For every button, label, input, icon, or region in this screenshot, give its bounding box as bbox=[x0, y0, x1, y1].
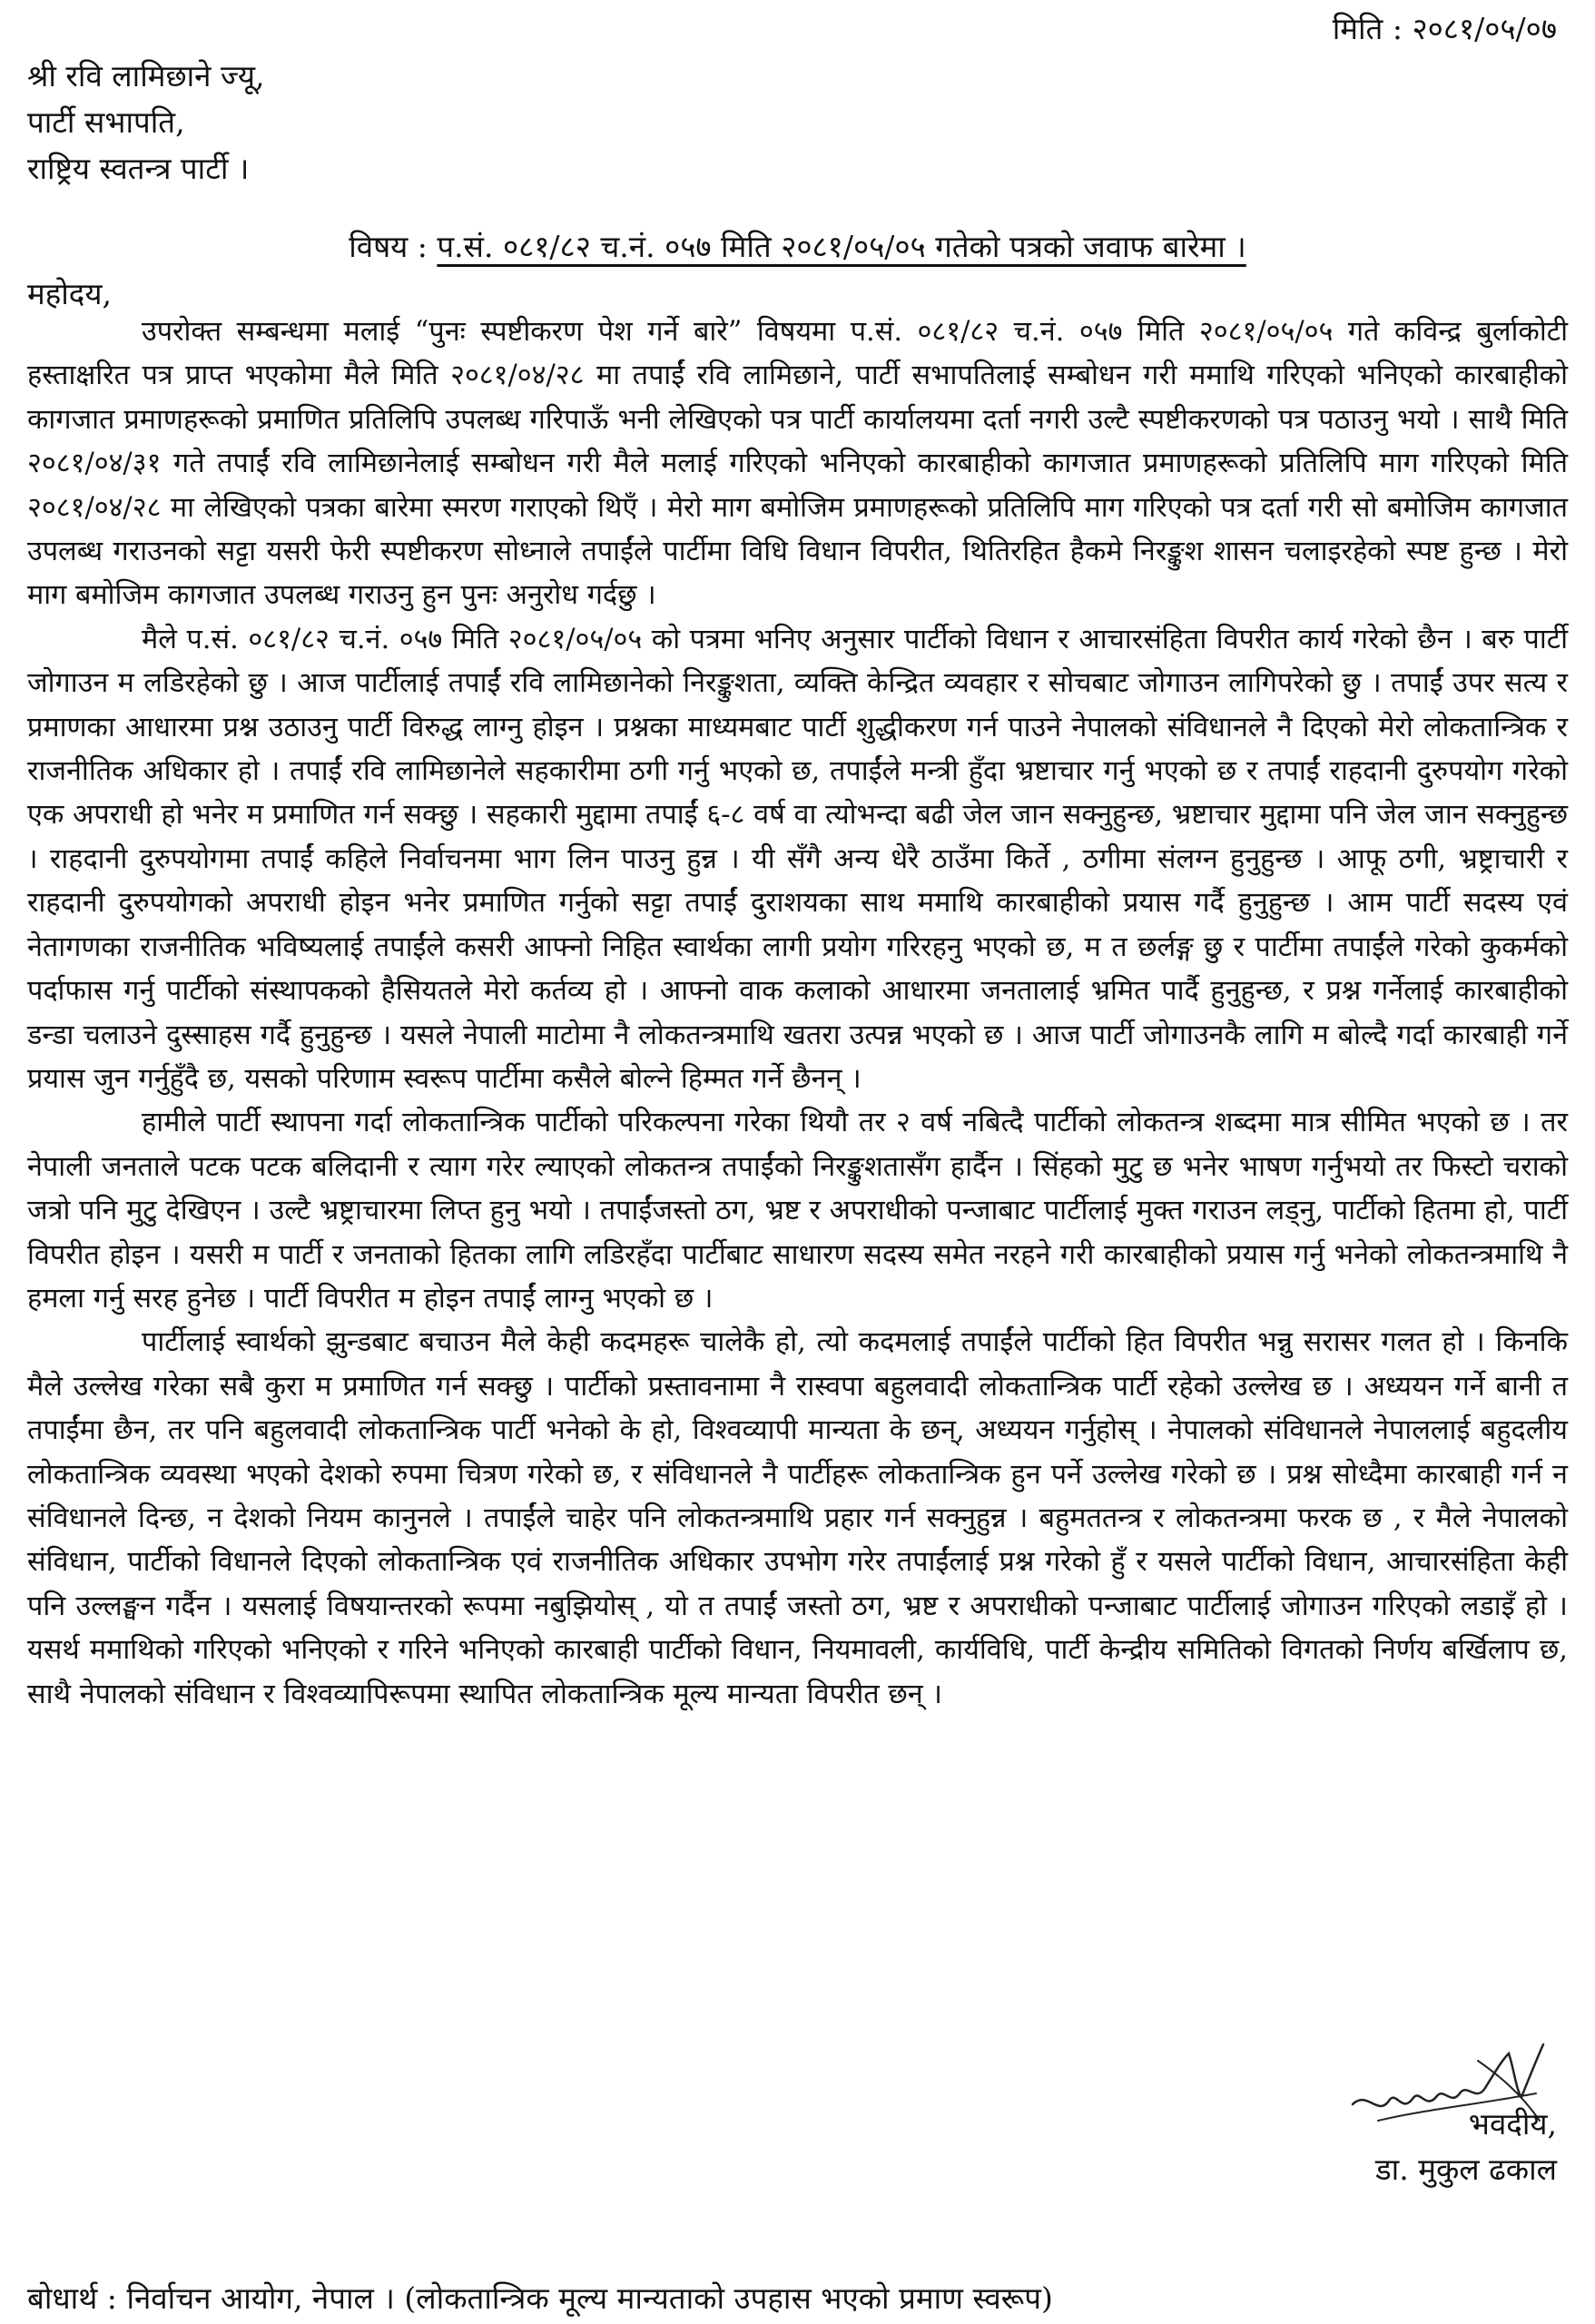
subject-label: विषय : bbox=[349, 229, 428, 264]
addressee-name: श्री रवि लामिछाने ज्यू, bbox=[27, 58, 265, 94]
letter-body bbox=[27, 310, 1568, 1717]
cc-text: निर्वाचन आयोग, नेपाल । (लोकतान्त्रिक मूल्य मान्यताको उपहास भएको प्रमाण स्वरूप) bbox=[126, 2280, 1053, 2316]
subject-text: प.सं. ०८१/८२ च.नं. ०५७ मिति २०८१/०५/०५ गतेको पत्रको जवाफ बारेमा । bbox=[437, 229, 1246, 264]
subject-line bbox=[0, 225, 1595, 266]
cc-line bbox=[27, 2277, 1053, 2318]
body-paragraph-2: मैले प.सं. ०८१/८२ च.नं. ०५७ मिति २०८१/०५/०५ को पत्रमा भनिए अनुसार पार्टीको विधान र आचारसंहिता विपरीत कार्य गरेको छैन । बरु पार्टी जोगाउन म लडिरहेको छु । आज पार्टीलाई तपाईं रवि लामिछानेको निरङ्कुशता, व्यक्ति केन्द्रित व्यवहार र सोचबाट जोगाउन लागिपरेको छु । तपाईं उपर सत्य र प्रमाणका आधारमा प्रश्न उठाउनु पार्टी विरुद्ध लाग्नु होइन । प्रश्नका माध्यमबाट पार्टी शुद्धीकरण गर्न पाउने नेपालको संविधानले नै दिएको मेरो लोकतान्त्रिक र राजनीतिक अधिकार हो । तपाईं रवि लामिछानेले सहकारीमा ठगी गर्नु भएको छ, तपाईंले मन्त्री हुँदा भ्रष्टाचार गर्नु भएको छ र तपाईं राहदानी दुरुपयोग गरेको एक अपराधी हो भनेर म प्रमाणित गर्न सक्छु । सहकारी मुद्दामा तपाईं ६-८ वर्ष वा त्योभन्दा बढी जेल जान सक्नुहुन्छ, भ्रष्टाचार मुद्दामा पनि जेल जान सक्नुहुन्छ । राहदानी दुरुपयोगमा तपाईं कहिले निर्वाचनमा भाग लिन पाउनु हुन्न । यी सँगै अन्य धेरै ठाउँमा किर्ते , ठगीमा संलग्न हुनुहुन्छ । आफू ठगी, भ्रष्ट्राचारी र राहदानी दुरुपयोगको अपराधी होइन भनेर प्रमाणित गर्नुको सट्टा तपाईं दुराशयका साथ ममाथि कारबाहीको प्रयास गर्दै हुनुहुन्छ । आम पार्टी सदस्य एवं नेतागणका राजनीतिक भविष्यलाई तपाईंले कसरी आफ्नो निहित स्वार्थका लागी प्रयोग गरिरहनु भएको छ, म त छर्लङ्ग छु र पार्टीमा तपाईंले गरेको कुकर्मको पर्दाफास गर्नु पार्टीको संस्थापकको हैसियतले मेरो कर्तव्य हो । आफ्नो वाक कलाको आधारमा जनतालाई भ्रमित पार्दै हुनुहुन्छ, र प्रश्न गर्नेलाई कारबाहीको डन्डा चलाउने दुस्साहस गर्दै हुनुहुन्छ । यसले नेपाली माटोमा नै लोकतन्त्रमाथि खतरा उत्पन्न भएको छ । आज पार्टी जोगाउनकै लागि म बोल्दै गर्दा कारबाही गर्ने प्रयास जुन गर्नुहुँदै छ, यसको परिणाम स्वरूप पार्टीमा कसैले बोल्ने हिम्मत गर्ने छैनन् । bbox=[27, 623, 1568, 1095]
sender-name: डा. मुकुल ढकाल bbox=[1375, 2152, 1557, 2187]
sign-off-block bbox=[1375, 2102, 1557, 2192]
letter-date: मिति : २०८१/०५/०७ bbox=[1332, 11, 1557, 46]
cc-label: बोधार्थ : bbox=[27, 2280, 117, 2316]
addressee-organization: राष्ट्रिय स्वतन्त्र पार्टी । bbox=[27, 151, 250, 186]
closing: भवदीय, bbox=[1468, 2106, 1557, 2142]
salutation: महोदय, bbox=[27, 276, 112, 311]
body-paragraph-4: पार्टीलाई स्वार्थको झुन्डबाट बचाउन मैले केही कदमहरू चालेकै हो, त्यो कदमलाई तपाईंले पार्टीको हित विपरीत भन्नु सरासर गलत हो । किनकि मैले उल्लेख गरेका सबै कुरा म प्रमाणित गर्न सक्छु । पार्टीको प्रस्तावनामा नै रास्वपा बहुलवादी लोकतान्त्रिक पार्टी रहेको उल्लेख छ । अध्ययन गर्ने बानी त तपाईंमा छैन, तर पनि बहुलवादी लोकतान्त्रिक पार्टी भनेको के हो, विश्वव्यापी मान्यता के छन्, अध्ययन गर्नुहोस् । नेपालको संविधानले नेपाललाई बहुदलीय लोकतान्त्रिक व्यवस्था भएको देशको रुपमा चित्रण गरेको छ, र संविधानले नै पार्टीहरू लोकतान्त्रिक हुन पर्ने उल्लेख गरेको छ । प्रश्न सोध्दैमा कारबाही गर्न न संविधानले दिन्छ, न देशको नियम कानुनले । तपाईंले चाहेर पनि लोकतन्त्रमाथि प्रहार गर्न सक्नुहुन्न । बहुमततन्त्र र लोकतन्त्रमा फरक छ , र मैले नेपालको संविधान, पार्टीको विधानले दिएको लोकतान्त्रिक एवं राजनीतिक अधिकार उपभोग गरेर तपाईंलाई प्रश्न गरेको हुँ र यसले पार्टीको विधान, आचारसंहिता केही पनि उल्लङ्घन गर्दैन । यसलाई विषयान्तरको रूपमा नबुझियोस् , यो त तपाईं जस्तो ठग, भ्रष्ट र अपराधीको पन्जाबाट पार्टीलाई जोगाउन गरिएको लडाइँ हो । यसर्थ ममाथिको गरिएको भनिएको र गरिने भनिएको कारबाही पार्टीको विधान, नियमावली, कार्यविधि, पार्टी केन्द्रीय समितिको विगतको निर्णय बर्खिलाप छ, साथै नेपालको संविधान र विश्वव्यापिरूपमा स्थापित लोकतान्त्रिक मूल्य मान्यता विपरीत छन् । bbox=[27, 1326, 1568, 1710]
addressee-block bbox=[27, 53, 264, 192]
addressee-title: पार्टी सभापति, bbox=[27, 104, 185, 140]
body-paragraph-1: उपरोक्त सम्बन्धमा मलाई “पुनः स्पष्टीकरण पेश गर्ने बारे” विषयमा प.सं. ०८१/८२ च.नं. ०५७ मिति २०८१/०५/०५ गते कविन्द्र बुर्लाकोटी हस्ताक्षरित पत्र प्राप्त भएकोमा मैले मिति २०८१/०४/२८ मा तपाईं रवि लामिछाने, पार्टी सभापतिलाई सम्बोधन गरी ममाथि गरिएको भनिएको कारबाहीको कागजात प्रमाणहरूको प्रमाणित प्रतिलिपि उपलब्ध गरिपाऊँ भनी लेखिएको पत्र पार्टी कार्यालयमा दर्ता नगरी उल्टै स्पष्टीकरणको पत्र पठाउनु भयो । साथै मिति २०८१/०४/३१ गते तपाईं रवि लामिछानेलाई सम्बोधन गरी मैले मलाई गरिएको भनिएको कारबाहीको कागजात प्रमाणहरूको प्रतिलिपि माग गरिएको मिति २०८१/०४/२८ मा लेखिएको पत्रका बारेमा स्मरण गराएको थिएँ । मेरो माग बमोजिम प्रमाणहरूको प्रतिलिपि माग गरिएको पत्र दर्ता गरी सो बमोजिम कागजात उपलब्ध गराउनको सट्टा यसरी फेरी स्पष्टीकरण सोध्नाले तपाईंले पार्टीमा विधि विधान विपरीत, थितिरहित हैकमे निरङ्कुश शासन चलाइरहेको स्पष्ट हुन्छ । मेरो माग बमोजिम कागजात उपलब्ध गराउनु हुन पुनः अनुरोध गर्दछु । bbox=[27, 316, 1568, 612]
body-paragraph-3: हामीले पार्टी स्थापना गर्दा लोकतान्त्रिक पार्टीको परिकल्पना गरेका थियौ तर २ वर्ष नबित्दै पार्टीको लोकतन्त्र शब्दमा मात्र सीमित भएको छ । तर नेपाली जनताले पटक पटक बलिदानी र त्याग गरेर ल्याएको लोकतन्त्र तपाईंको निरङ्कुशतासँग हार्दैन । सिंहको मुटु छ भनेर भाषण गर्नुभयो तर फिस्टो चराको जत्रो पनि मुटु देखिएन । उल्टै भ्रष्ट्राचारमा लिप्त हुनु भयो । तपाईंजस्तो ठग, भ्रष्ट र अपराधीको पन्जाबाट पार्टीलाई मुक्त गराउन लड्नु, पार्टीको हितमा हो, पार्टी विपरीत होइन । यसरी म पार्टी र जनताको हितका लागि लडिरहँदा पार्टीबाट साधारण सदस्य समेत नरहने गरी कारबाहीको प्रयास गर्नु भनेको लोकतन्त्रमाथि नै हमला गर्नु सरह हुनेछ । पार्टी विपरीत म होइन तपाईं लाग्नु भएको छ । bbox=[27, 1107, 1568, 1315]
